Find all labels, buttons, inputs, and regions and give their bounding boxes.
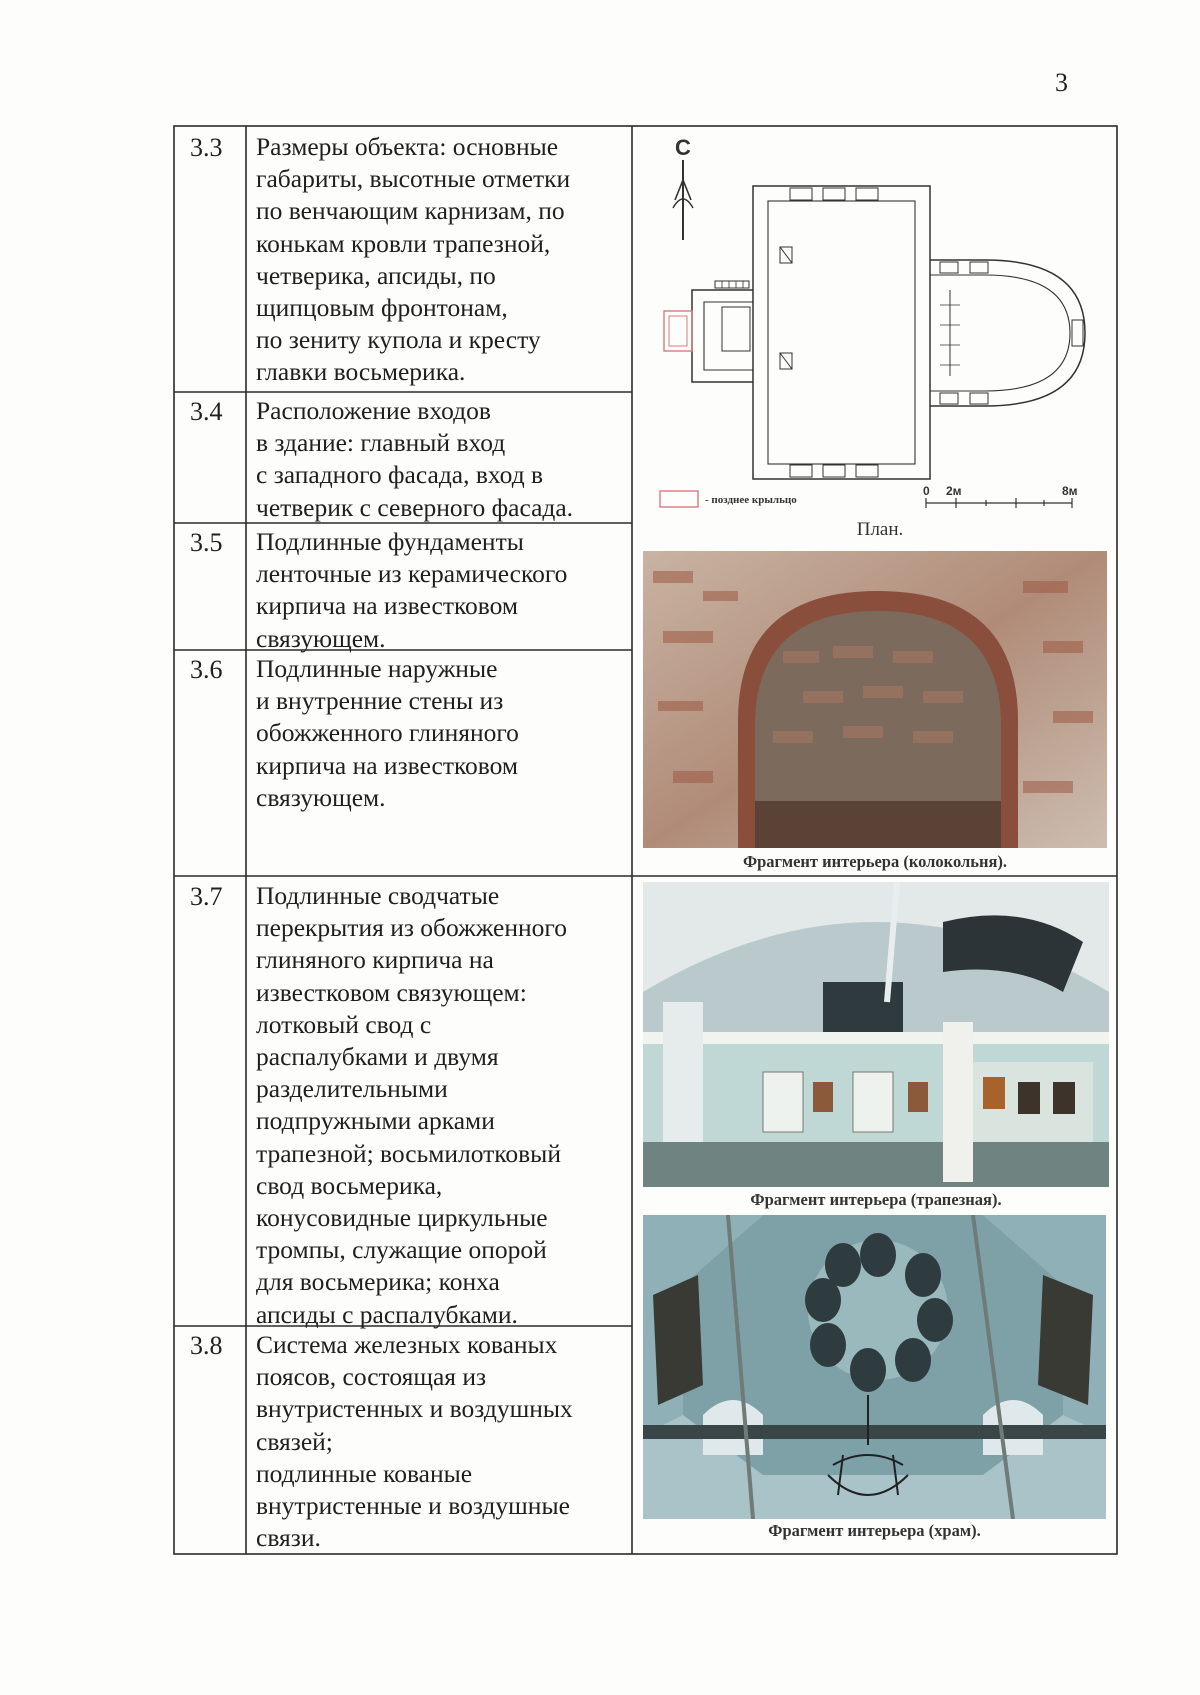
text-line: разделительными — [256, 1074, 448, 1104]
text-line: внутристенные и воздушные — [256, 1491, 570, 1521]
text-line: габариты, высотные отметки — [256, 164, 571, 194]
row-number: 3.4 — [190, 397, 223, 426]
text-line: конькам кровли трапезной, — [256, 228, 551, 258]
photo-caption: Фрагмент интерьера (трапезная). — [750, 1190, 1002, 1209]
text-line: по венчающим карнизам, по — [256, 196, 565, 226]
page-number: 3 — [1055, 68, 1068, 97]
text-line: подпружными арками — [256, 1106, 495, 1136]
text-line: ленточные из керамического — [256, 559, 568, 589]
text-line: по зениту купола и кресту — [256, 325, 541, 355]
row-number: 3.8 — [190, 1331, 223, 1360]
text-line: внутристенных и воздушных — [256, 1394, 573, 1424]
text-line: глиняного кирпича на — [256, 945, 494, 975]
photo-bell-tower — [643, 551, 1107, 848]
text-line: трапезной; восьмилотковый — [256, 1138, 561, 1168]
legend-swatch — [660, 491, 698, 507]
text-line: четверик с северного фасада. — [256, 492, 574, 522]
photo-church-dome — [643, 1215, 1106, 1519]
legend-label: - позднее крыльцо — [705, 494, 797, 506]
text-line: Расположение входов — [256, 396, 491, 425]
photo-caption: Фрагмент интерьера (колокольня). — [742, 852, 1008, 871]
row-number: 3.6 — [190, 655, 223, 684]
scale-label: 8м — [1062, 484, 1078, 498]
text-line: известковом связующем: — [256, 977, 527, 1007]
floor-plan — [640, 130, 1100, 510]
text-line: Подлинные наружные — [256, 654, 498, 683]
text-line: связей; — [256, 1426, 333, 1456]
north-arrow-icon — [673, 160, 693, 240]
north-label: С — [675, 135, 691, 160]
text-line: Размеры объекта: основные — [256, 132, 559, 161]
text-line: кирпича на известковом — [256, 591, 519, 621]
text-line: поясов, состоящая из — [256, 1362, 487, 1392]
row-description — [256, 526, 626, 655]
text-line: тромпы, служащие опорой — [256, 1235, 547, 1265]
plan-walls — [692, 186, 1085, 479]
text-line: распалубками и двумя — [256, 1042, 499, 1072]
row-description — [256, 653, 626, 814]
text-line: кирпича на известковом — [256, 750, 519, 780]
text-line: лотковый свод с — [256, 1009, 432, 1039]
later-porch — [664, 311, 692, 351]
later-porch-inner — [669, 316, 687, 346]
text-line: с западного фасада, вход в — [256, 460, 544, 490]
text-line: связующем. — [256, 782, 386, 812]
scale-label: 2м — [946, 484, 962, 498]
row-description — [256, 395, 626, 524]
scale-label: 0 — [923, 484, 930, 498]
scale-bar — [926, 498, 1072, 508]
text-line: в здание: главный вход — [256, 428, 506, 458]
row-description — [256, 1329, 626, 1554]
text-line: перекрытия из обожженного — [256, 913, 567, 943]
text-line: для восьмерика; конха — [256, 1267, 500, 1297]
text-line: свод восьмерика, — [256, 1170, 443, 1200]
text-line: конусовидные циркульные — [256, 1203, 548, 1233]
plan-caption: План. — [856, 519, 904, 540]
text-line: Система железных кованых — [256, 1330, 558, 1359]
text-line: связи. — [256, 1523, 321, 1553]
text-line: обожженного глиняного — [256, 718, 519, 748]
text-line: главки восьмерика. — [256, 357, 466, 387]
text-line: связующем. — [256, 623, 386, 653]
row-number: 3.3 — [190, 133, 223, 162]
text-line: и внутренние стены из — [256, 686, 504, 716]
text-line: щипцовым фронтонам, — [256, 293, 508, 323]
text-line: апсиды с распалубками. — [256, 1299, 518, 1329]
photo-refectory — [643, 882, 1109, 1187]
row-description — [256, 880, 626, 1331]
photo-caption: Фрагмент интерьера (храм). — [768, 1521, 981, 1540]
text-line: четверика, апсиды, по — [256, 260, 496, 290]
row-number: 3.5 — [190, 528, 223, 557]
text-line: Подлинные сводчатые — [256, 881, 500, 910]
text-line: подлинные кованые — [256, 1458, 473, 1488]
row-description — [256, 131, 626, 389]
text-line: Подлинные фундаменты — [256, 527, 524, 556]
row-number: 3.7 — [190, 882, 223, 911]
